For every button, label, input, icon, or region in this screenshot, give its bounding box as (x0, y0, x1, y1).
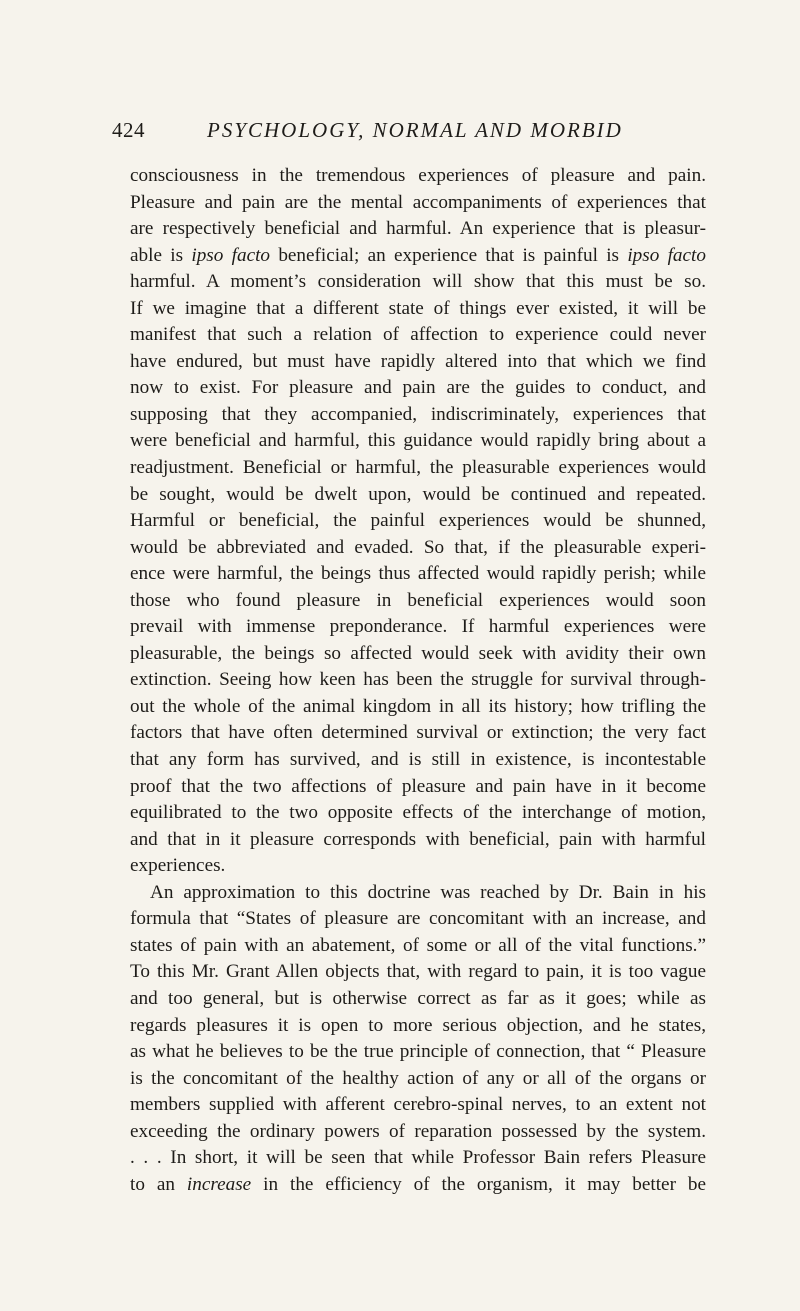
text-line (130, 322, 706, 349)
text-line (130, 1066, 706, 1093)
text-segment: regards pleasures it is open to more serious objection, and he states, (130, 1014, 706, 1036)
text-line (130, 402, 706, 429)
text-line (130, 190, 706, 217)
text-segment: . . . In short, it will be seen that while Professor Bain refers Pleasure (130, 1147, 706, 1169)
text-segment: in the efficiency of the organism, it may better be (251, 1173, 706, 1195)
text-line (130, 747, 706, 774)
text-line (130, 906, 706, 933)
text-segment: beneficial; an experience that is painful is (270, 244, 628, 266)
text-segment: would be abbreviated and evaded. So that, if the pleasurable experi- (130, 536, 706, 558)
text-segment: are respectively beneficial and harmful. An experience that is pleasur- (130, 218, 706, 240)
text-segment: now to exist. For pleasure and pain are the guides to conduct, and (130, 377, 706, 399)
text-segment: pleasurable, the beings so affected would seek with avidity their own (130, 642, 706, 664)
text-line (130, 455, 706, 482)
text-line (130, 853, 706, 880)
text-segment: readjustment. Beneficial or harmful, the pleasurable experiences would (130, 457, 706, 479)
text-line (130, 667, 706, 694)
text-segment: those who found pleasure in beneficial experiences would soon (130, 589, 706, 611)
text-segment: to an (130, 1173, 187, 1195)
text-line (130, 694, 706, 721)
text-segment: If we imagine that a different state of things ever existed, it will be (130, 297, 706, 319)
text-segment: members supplied with afferent cerebro-spinal nerves, to an extent not (130, 1094, 706, 1116)
body-text (130, 163, 706, 1198)
italic-text: increase (186, 1173, 252, 1195)
text-segment: factors that have often determined survival or extinction; the very fact (130, 722, 706, 744)
text-segment: able is (130, 244, 192, 266)
text-segment: equilibrated to the two opposite effects of the interchange of motion, (130, 802, 706, 824)
text-segment: as what he believes to be the true principle of connection, that “ Pleasure (130, 1041, 706, 1063)
text-segment: be sought, would be dwelt upon, would be continued and repeated. (130, 483, 706, 505)
text-line (130, 959, 706, 986)
text-line (130, 880, 706, 907)
text-segment: experiences. (130, 855, 226, 877)
text-line (130, 375, 706, 402)
text-line (130, 588, 706, 615)
text-line (130, 1092, 706, 1119)
text-segment: Harmful or beneficial, the painful experiences would be shunned, (130, 510, 706, 532)
text-segment: proof that the two affections of pleasure and pain have in it become (130, 775, 706, 797)
text-line (130, 535, 706, 562)
text-line (130, 720, 706, 747)
text-line (130, 1039, 706, 1066)
text-line (130, 428, 706, 455)
text-segment: consciousness in the tremendous experiences of pleasure and pain. (130, 165, 706, 186)
text-segment: exceeding the ordinary powers of reparation possessed by the system. (130, 1120, 706, 1142)
text-segment: is the concomitant of the healthy action of any or all of the organs or (130, 1067, 706, 1089)
text-segment: harmful. A moment’s consideration will show that this must be so. (130, 271, 706, 293)
italic-text: ipso facto (191, 244, 271, 266)
text-line (130, 482, 706, 509)
text-segment: have endured, but must have rapidly altered into that which we find (130, 350, 706, 372)
text-line (130, 1145, 706, 1172)
text-line (130, 508, 706, 535)
text-segment: An approximation to this doctrine was reached by Dr. Bain in his (150, 881, 706, 903)
text-segment: and that in it pleasure corresponds with beneficial, pain with harmful (130, 828, 706, 850)
text-segment: formula that “States of pleasure are concomitant with an increase, and (130, 908, 706, 930)
text-segment: To this Mr. Grant Allen objects that, with regard to pain, it is too vague (130, 961, 706, 983)
text-segment: states of pain with an abatement, of some or all of the vital functions.” (130, 934, 706, 956)
text-line (130, 216, 706, 243)
text-line (130, 800, 706, 827)
text-line (130, 774, 706, 801)
text-line (130, 269, 706, 296)
text-line (130, 561, 706, 588)
text-line (130, 1172, 706, 1199)
text-line (130, 1013, 706, 1040)
text-line (130, 349, 706, 376)
text-segment: that any form has survived, and is still in existence, is incontestable (130, 749, 706, 771)
text-segment: out the whole of the animal kingdom in all its history; how trifling the (130, 695, 706, 717)
running-head (112, 115, 707, 145)
text-line (130, 296, 706, 323)
text-line (130, 641, 706, 668)
text-segment: and too general, but is otherwise correct as far as it goes; while as (130, 987, 706, 1009)
running-title: PSYCHOLOGY, NORMAL AND MORBID (207, 118, 623, 142)
text-segment: extinction. Seeing how keen has been the struggle for survival through- (130, 669, 706, 691)
text-segment: were beneficial and harmful, this guidance would rapidly bring about a (130, 430, 706, 452)
page-number: 424 (112, 118, 145, 142)
text-segment: ence were harmful, the beings thus affected would rapidly perish; while (130, 563, 706, 585)
text-line (130, 243, 706, 270)
text-segment: prevail with immense preponderance. If harmful experiences were (130, 616, 706, 638)
text-segment: Pleasure and pain are the mental accompaniments of experiences that (130, 191, 706, 213)
text-line (130, 614, 706, 641)
italic-text: ipso facto (627, 244, 706, 266)
text-line (130, 827, 706, 854)
text-line (130, 1119, 706, 1146)
text-line (130, 933, 706, 960)
text-segment: supposing that they accompanied, indiscriminately, experiences that (130, 403, 706, 425)
text-line (130, 986, 706, 1013)
text-segment: manifest that such a relation of affection to experience could never (130, 324, 706, 346)
text-line (130, 163, 706, 190)
